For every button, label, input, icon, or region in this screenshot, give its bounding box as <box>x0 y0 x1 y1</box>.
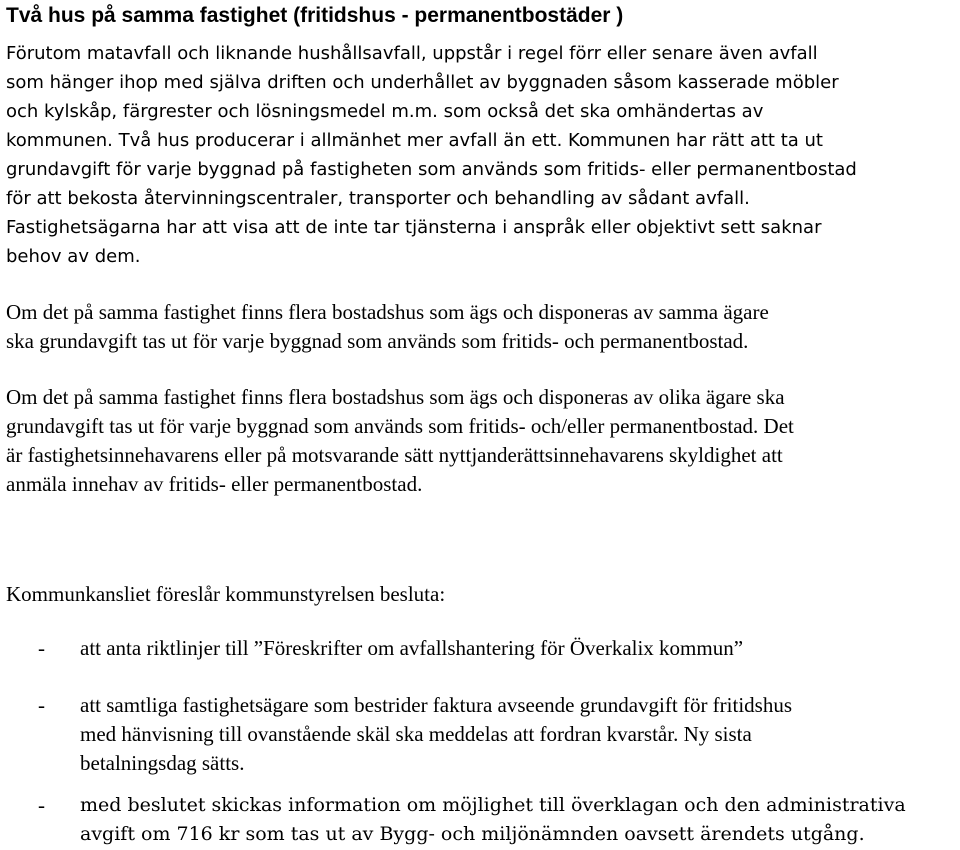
paragraph-line: Fastighetsägarna har att visa att de inte tar tjänsterna i anspråk eller objektivt sett saknar <box>6 217 822 238</box>
paragraph-line: anmäla innehav av fritids- eller permanentbostad. <box>6 472 423 496</box>
paragraph-waste-background <box>6 39 956 271</box>
paragraph-different-owners <box>6 383 956 499</box>
paragraph-line: för att bekosta återvinningscentraler, transporter och behandling av sådant avfall. <box>6 188 750 209</box>
paragraph-line: Om det på samma fastighet finns flera bostadshus som ägs och disponeras av olika ägare ska <box>6 385 785 409</box>
bullet-line: att samtliga fastighetsägare som bestrider faktura avseende grundavgift för fritidshus <box>80 693 793 717</box>
paragraph-line: kommunen. Två hus producerar i allmänhet mer avfall än ett. Kommunen har rätt att ta ut <box>6 130 823 151</box>
bullet-text <box>80 691 950 778</box>
proposal-intro: Kommunkansliet föreslår kommunstyrelsen besluta: <box>6 582 446 606</box>
bullet-text <box>80 791 950 849</box>
paragraph-line: och kylskåp, färgrester och lösningsmedel m.m. som också det ska omhändertas av <box>6 101 764 122</box>
paragraph-line: Förutom matavfall och liknande hushållsavfall, uppstår i regel förr eller senare även avfall <box>6 43 818 64</box>
bullet-line: med beslutet skickas information om möjlighet till överklagan och den administrativa <box>80 794 906 816</box>
bullet-line: att anta riktlinjer till ”Föreskrifter om avfallshantering för Överkalix kommun” <box>80 636 744 660</box>
paragraph-line: Om det på samma fastighet finns flera bostadshus som ägs och disponeras av samma ägare <box>6 300 769 324</box>
paragraph-line: som hänger ihop med själva driften och underhållet av byggnaden såsom kasserade möbler <box>6 72 839 93</box>
bullet-line: betalningsdag sätts. <box>80 751 245 775</box>
paragraph-line: grundavgift för varje byggnad på fastigheten som används som fritids- eller permanentbostad <box>6 159 857 180</box>
bullet-line: med hänvisning till ovanstående skäl ska meddelas att fordran kvarstår. Ny sista <box>80 722 752 746</box>
bullet-dash: - <box>38 693 45 717</box>
paragraph-line: grundavgift tas ut för varje byggnad som används som fritids- och/eller permanentbostad. Det <box>6 414 794 438</box>
bullet-dash: - <box>38 636 45 660</box>
bullet-dash: - <box>38 793 45 817</box>
paragraph-line: behov av dem. <box>6 246 141 267</box>
bullet-line: avgift om 716 kr som tas ut av Bygg- och miljönämnden oavsett ärendets utgång. <box>80 823 865 845</box>
paragraph-line: ska grundavgift tas ut för varje byggnad som används som fritids- och permanentbostad. <box>6 329 749 353</box>
paragraph-same-owner <box>6 298 956 356</box>
paragraph-line: är fastighetsinnehavarens eller på motsvarande sätt nyttjanderättsinnehavarens skyldighet att <box>6 443 783 467</box>
bullet-text <box>80 634 950 663</box>
section-heading: Två hus på samma fastighet (fritidshus - permanentbostäder ) <box>6 4 624 27</box>
